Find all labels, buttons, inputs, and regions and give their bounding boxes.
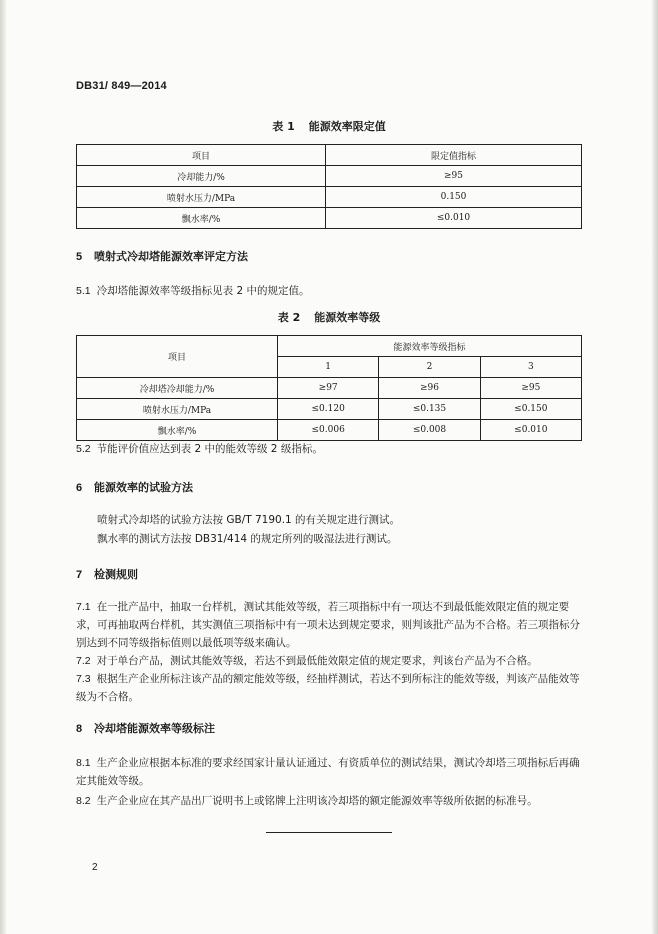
scan-edge-right — [652, 0, 658, 934]
para-8-1-num: 8.1 — [76, 757, 91, 769]
para-5-2 — [76, 440, 588, 458]
table1-head-item: 项目 — [77, 145, 326, 166]
para-6-b: 飘水率的测试方法按 DB31/414 的规定所列的吸湿法进行测试。 — [97, 533, 398, 545]
table1-head-limit: 限定值指标 — [326, 145, 582, 166]
section7-title: 检测规则 — [94, 568, 138, 581]
para-5-2-text: 节能评价值应达到表 2 中的能效等级 2 级指标。 — [96, 443, 323, 455]
table1-cell: 0.150 — [326, 187, 582, 208]
page-number: 2 — [92, 862, 98, 873]
table-row — [77, 378, 582, 399]
section5-heading — [76, 248, 248, 264]
para-8-1 — [76, 754, 588, 790]
para-8-2-num: 8.2 — [76, 795, 91, 807]
table2-cell: ≤0.010 — [480, 420, 581, 441]
scan-edge-left — [0, 0, 6, 934]
para-7-2-num: 7.2 — [76, 655, 91, 667]
para-7-3 — [76, 670, 588, 706]
section7-heading — [76, 566, 138, 582]
table-row — [77, 208, 582, 229]
para-6-a: 喷射式冷却塔的试验方法按 GB/T 7190.1 的有关规定进行测试。 — [97, 514, 401, 526]
table1-cell: ≥95 — [326, 166, 582, 187]
para-5-1 — [76, 282, 588, 300]
table-row — [77, 187, 582, 208]
section5-num: 5 — [76, 251, 83, 263]
standard-code: DB31/ 849—2014 — [76, 80, 167, 92]
section6-num: 6 — [76, 482, 83, 494]
para-7-3-text: 根据生产企业所标注该产品的额定能效等级，经抽样测试，若达不到所标注的能效等级，判该产品能效等级为不合格。 — [76, 673, 580, 703]
para-7-1-text: 在一批产品中，抽取一台样机，测试其能效等级，若三项指标中有一项达不到最低能效限定值的规定要求，可再抽取两台样机，其实测值三项指标中有一项未达到规定要求，则判该批产品为不合格。若三项指标分别达到不同等级指标值则以最低项等级来确认。 — [76, 601, 580, 649]
table2-header-row — [77, 336, 582, 357]
table1-caption — [0, 118, 658, 134]
table2-cell: ≥97 — [278, 378, 379, 399]
table2-cell: ≤0.135 — [379, 399, 480, 420]
para-7-2 — [76, 652, 588, 670]
table2-cell: 喷射水压力/MPa — [77, 399, 278, 420]
table2-level: 3 — [480, 357, 581, 378]
para-8-1-text: 生产企业应根据本标准的要求经国家计量认证通过、有资质单位的测试结果，测试冷却塔三项指标后再确定其能效等级。 — [76, 757, 580, 787]
para-7-1-num: 7.1 — [76, 601, 91, 613]
table1 — [76, 144, 582, 229]
section8-title: 冷却塔能源效率等级标注 — [94, 722, 215, 735]
table2-caption-num: 表 2 — [277, 311, 301, 324]
table1-header-row — [77, 145, 582, 166]
table2-cell: ≤0.150 — [480, 399, 581, 420]
table2-cell: 冷却塔冷却能力/% — [77, 378, 278, 399]
para-8-2-text: 生产企业应在其产品出厂说明书上或铭牌上注明该冷却塔的额定能源效率等级所依据的标准号。 — [96, 795, 538, 807]
table-row — [77, 399, 582, 420]
section8-num: 8 — [76, 723, 83, 735]
table2 — [76, 335, 582, 441]
table2-cell: ≥95 — [480, 378, 581, 399]
section7-num: 7 — [76, 569, 83, 581]
end-rule — [266, 832, 392, 833]
para-7-2-text: 对于单台产品，测试其能效等级，若达不到最低能效限定值的规定要求，判该台产品为不合格。 — [96, 655, 538, 667]
section6-title: 能源效率的试验方法 — [94, 481, 193, 494]
table2-cell: 飘水率/% — [77, 420, 278, 441]
table2-head-group: 能源效率等级指标 — [278, 336, 582, 357]
para-5-2-num: 5.2 — [76, 443, 91, 455]
table2-caption-title: 能源效率等级 — [314, 311, 381, 324]
table2-cell: ≥96 — [379, 378, 480, 399]
table1-cell: 喷射水压力/MPa — [77, 187, 326, 208]
para-8-2 — [76, 792, 588, 810]
para-7-3-num: 7.3 — [76, 673, 91, 685]
table2-level: 1 — [278, 357, 379, 378]
table2-cell: ≤0.120 — [278, 399, 379, 420]
table2-level: 2 — [379, 357, 480, 378]
table-row — [77, 166, 582, 187]
para-5-1-num: 5.1 — [76, 285, 91, 297]
table1-caption-title: 能源效率限定值 — [308, 120, 386, 133]
section8-heading — [76, 720, 215, 736]
table2-head-item: 项目 — [77, 336, 278, 378]
para-5-1-text: 冷却塔能源效率等级指标见表 2 中的规定值。 — [96, 285, 310, 297]
table2-cell: ≤0.006 — [278, 420, 379, 441]
para-7-1 — [76, 598, 588, 652]
table-row — [77, 420, 582, 441]
table1-cell: ≤0.010 — [326, 208, 582, 229]
table1-caption-num: 表 1 — [272, 120, 295, 133]
table2-caption — [0, 309, 658, 325]
section6-heading — [76, 479, 193, 495]
table2-cell: ≤0.008 — [379, 420, 480, 441]
table1-cell: 冷却能力/% — [77, 166, 326, 187]
table1-cell: 飘水率/% — [77, 208, 326, 229]
section5-title: 喷射式冷却塔能源效率评定方法 — [94, 250, 248, 263]
